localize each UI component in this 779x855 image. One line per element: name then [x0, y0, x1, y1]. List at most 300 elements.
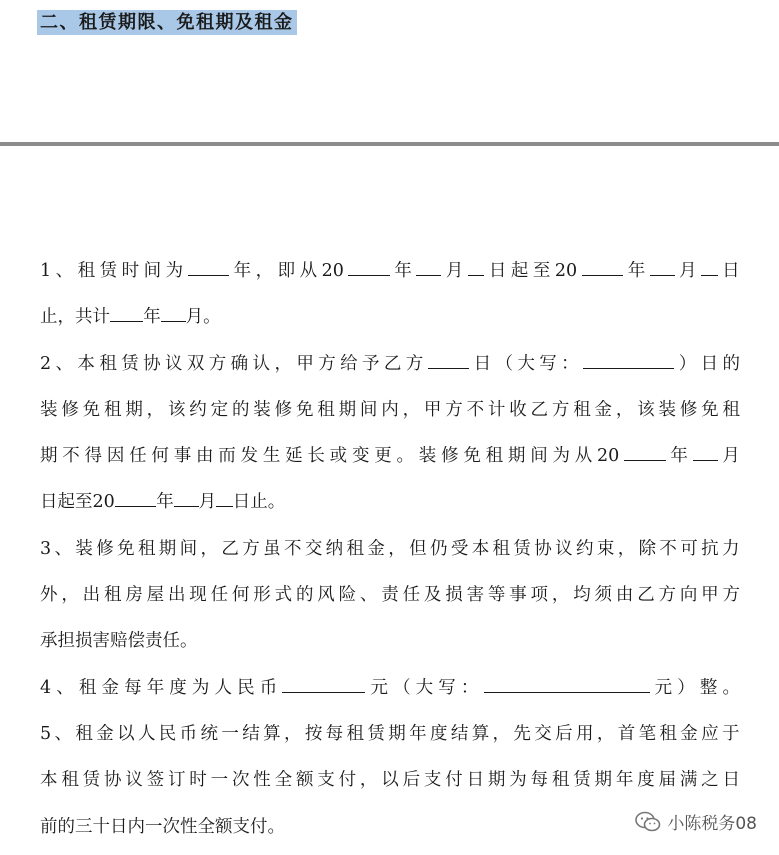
clause-text: 民: [158, 723, 177, 744]
clause-text: 日: [466, 770, 485, 791]
clause-text: 修: [441, 446, 459, 467]
clause-text: 免: [295, 399, 314, 420]
clause-text: 均: [573, 585, 591, 606]
clause-text: 赁: [99, 261, 118, 281]
clause-text: 须: [594, 585, 613, 606]
clause-text: 民: [237, 677, 255, 698]
clause-text: 不: [466, 399, 485, 420]
clause-text: 大: [415, 677, 434, 698]
clause-text: 方: [318, 353, 336, 374]
clause-text: ，: [255, 261, 274, 281]
clause-text: 为: [552, 446, 570, 467]
clause-text: 方: [551, 399, 570, 420]
clause-text: 房: [125, 585, 143, 606]
clause-text: 赁: [573, 770, 591, 791]
clause-text: 月: [679, 261, 697, 281]
clause-text: 受: [450, 538, 469, 559]
clause-text: ，: [551, 585, 570, 606]
clause-text: 认: [252, 353, 271, 374]
clause-text: 4: [40, 677, 52, 698]
fill-in-blank[interactable]: [583, 346, 674, 369]
clause-text: （: [495, 353, 513, 374]
clause-text: 任: [402, 585, 421, 606]
clause-text: 。: [722, 677, 740, 698]
fill-in-blank[interactable]: [701, 253, 718, 276]
clause-text: 本: [77, 353, 95, 374]
clause-text: 约: [189, 399, 207, 420]
clause-text: ，: [274, 353, 292, 374]
clause-text: 或: [329, 446, 348, 467]
clause-text: 责: [381, 585, 399, 606]
clause-text: 议: [125, 770, 143, 791]
clause-text: 承担损害赔偿责任。: [40, 631, 198, 652]
clause-text: 日: [700, 353, 719, 374]
clause-text: 金: [96, 723, 114, 744]
clause-text: 为: [509, 770, 527, 791]
clause-text: 期: [594, 770, 613, 791]
clause-text: 算: [471, 723, 490, 744]
clause-text: 期: [125, 399, 143, 420]
clause-line: [40, 577, 740, 623]
clause-text: 度: [429, 723, 448, 744]
clause-text: 协: [143, 353, 161, 374]
clause-text: 间: [143, 261, 162, 281]
fill-in-blank[interactable]: [468, 253, 485, 276]
fill-in-blank[interactable]: [624, 438, 666, 461]
page-divider: [0, 142, 779, 146]
fill-in-blank[interactable]: [484, 670, 650, 693]
clause-text: 因: [106, 446, 125, 467]
clause-text: 赁: [121, 353, 139, 374]
clause-text: 不: [659, 538, 677, 559]
clause-text: ，: [617, 538, 636, 559]
watermark-text: 小陈税务08: [667, 814, 757, 834]
clause-text: 租: [61, 770, 79, 791]
clause-text: 免: [463, 446, 481, 467]
fill-in-blank[interactable]: [188, 253, 230, 276]
clause-text: ，: [283, 723, 302, 744]
clause-text: 装: [40, 399, 58, 420]
fill-in-blank[interactable]: [416, 253, 441, 276]
clause-text: 修: [274, 399, 293, 420]
clause-text: 1: [40, 261, 52, 281]
clause-text: 何: [231, 585, 250, 606]
clause-text: 等: [487, 585, 506, 606]
clause-text: 期: [338, 399, 357, 420]
clause-text: 年: [409, 723, 427, 744]
clause-text: 纳: [325, 538, 344, 559]
clause-text: 性: [253, 770, 271, 791]
clause-text: 任: [210, 585, 229, 606]
clause-text: 束: [596, 538, 615, 559]
clause-text: 间: [179, 538, 198, 559]
clause-line: [40, 762, 740, 808]
clause-text: 用: [575, 723, 594, 744]
clause-text: 计: [487, 399, 506, 420]
clause-text: 、: [54, 723, 72, 744]
clause-text: 应: [701, 723, 719, 744]
clause-text: 、: [55, 261, 74, 281]
clause-text: 交: [304, 538, 323, 559]
clause-text: 日: [488, 261, 507, 281]
fill-in-blank[interactable]: [582, 253, 624, 276]
clause-text: ）: [677, 677, 695, 698]
clause-text: 免: [701, 399, 719, 420]
clause-text: 向: [679, 585, 698, 606]
clause-text: 免: [117, 538, 135, 559]
clause-text: 支: [317, 770, 335, 791]
clause-line: [40, 299, 740, 345]
clause-text: 大: [517, 353, 535, 374]
clause-text: 后: [402, 770, 421, 791]
clause-text: 方: [722, 585, 740, 606]
clause-text: 屋: [146, 585, 165, 606]
clause-text: 3: [40, 538, 52, 559]
fill-in-blank[interactable]: [650, 253, 675, 276]
clause-text: 年: [615, 770, 634, 791]
clause-text: 人: [214, 677, 233, 698]
clause-text: 期: [507, 446, 526, 467]
clause-text: 一: [221, 723, 239, 744]
clause-text: 乙: [530, 399, 549, 420]
clause-text: 间: [359, 399, 378, 420]
clause-text: 免: [82, 399, 101, 420]
clause-text: ：: [561, 353, 579, 374]
clause-text: 止，共计: [40, 307, 110, 328]
clause-text: 出: [82, 585, 101, 606]
clause-text: 事: [509, 585, 527, 606]
clause-text: 币: [179, 723, 198, 744]
clause-text: 。: [396, 446, 414, 467]
clause-text: 不: [283, 538, 302, 559]
clause-text: 式: [274, 585, 293, 606]
clause-text: 度: [637, 770, 655, 791]
clause-text: 期: [40, 446, 58, 467]
clause-text: 为: [165, 261, 184, 281]
clause-text: 出: [167, 585, 186, 606]
clause-text: 方: [208, 353, 227, 374]
clause-text: 一: [210, 770, 229, 791]
clause-text: 但: [409, 538, 427, 559]
clause-text: 20: [554, 261, 578, 281]
clause-text: 该: [637, 399, 655, 420]
clause-text: 虽: [263, 538, 281, 559]
clause-body: [40, 253, 740, 855]
fill-in-blank[interactable]: [348, 253, 390, 276]
fill-in-blank[interactable]: [161, 299, 186, 322]
clause-line: [40, 716, 740, 762]
clause-text: ，: [61, 585, 79, 606]
clause-text: 写: [438, 677, 456, 698]
clause-text: 算: [263, 723, 281, 744]
clause-text: 赁: [82, 770, 101, 791]
clause-text: 及: [423, 585, 442, 606]
clause-text: 年: [156, 492, 174, 513]
clause-text: ，: [200, 538, 219, 559]
clause-text: 金: [680, 723, 698, 744]
clause-text: 任: [129, 446, 147, 467]
clause-text: 赁: [513, 538, 531, 559]
clause-text: 装: [418, 446, 437, 467]
clause-text: 本: [471, 538, 490, 559]
clause-line: [40, 623, 740, 669]
clause-line: [40, 484, 740, 530]
clause-text: 租: [485, 446, 504, 467]
clause-text: 额: [295, 770, 314, 791]
clause-text: 损: [445, 585, 463, 606]
clause-text: 内: [381, 399, 399, 420]
clause-text: 期: [158, 538, 177, 559]
clause-text: 即: [277, 261, 296, 281]
clause-text: ，: [596, 723, 615, 744]
clause-text: 的: [295, 585, 314, 606]
clause-text: 由: [615, 585, 634, 606]
clause-text: 方: [242, 538, 260, 559]
fill-in-blank[interactable]: [282, 670, 365, 693]
clause-text: 月。: [185, 307, 221, 328]
clause-text: 协: [534, 538, 552, 559]
clause-text: 起: [510, 261, 529, 281]
clause-text: 长: [307, 446, 325, 467]
clause-text: 人: [137, 723, 156, 744]
clause-text: 定: [210, 399, 229, 420]
clause-text: 由: [195, 446, 214, 467]
clause-text: 给: [340, 353, 358, 374]
clause-text: 结: [242, 723, 260, 744]
clause-text: 装: [253, 399, 271, 420]
clause-text: ，: [359, 770, 378, 791]
clause-line: [40, 346, 740, 392]
clause-text: 年: [394, 261, 412, 281]
clause-text: 租: [659, 723, 677, 744]
clause-text: 时: [121, 261, 140, 281]
clause-text: 金: [594, 399, 613, 420]
clause-text: ：: [460, 677, 479, 698]
clause-text: 2: [40, 353, 52, 374]
clause-line: [40, 670, 740, 716]
clause-text: 交: [534, 723, 552, 744]
clause-text: 全: [274, 770, 293, 791]
clause-text: 支: [423, 770, 442, 791]
clause-text: 甲: [701, 585, 719, 606]
clause-text: 租: [137, 538, 156, 559]
clause-text: 乙: [637, 585, 655, 606]
clause-text: 事: [173, 446, 192, 467]
clause-text: 统: [200, 723, 219, 744]
clause-text: 订: [167, 770, 186, 791]
clause-text: 结: [450, 723, 469, 744]
clause-text: 租: [75, 723, 93, 744]
clause-text: 从: [574, 446, 593, 467]
clause-text: 外: [40, 585, 58, 606]
clause-text: 日: [473, 353, 492, 374]
clause-text: 金: [367, 538, 385, 559]
clause-text: 发: [240, 446, 259, 467]
clause-text: 20: [321, 261, 344, 281]
clause-text: 以: [381, 770, 399, 791]
clause-text: 月: [198, 492, 217, 513]
clause-text: 害: [466, 585, 485, 606]
clause-text: 租: [77, 261, 96, 281]
clause-text: 币: [259, 677, 278, 698]
clause-text: 后: [555, 723, 573, 744]
clause-text: 该: [167, 399, 186, 420]
clause-text: ，: [615, 399, 634, 420]
clause-text: 整: [699, 677, 718, 698]
clause-text: 月: [722, 446, 740, 467]
clause-text: 笔: [638, 723, 657, 744]
clause-text: 租: [103, 585, 122, 606]
clause-text: 前的三十日内一次性全额支付。: [40, 816, 285, 837]
clause-text: 日: [722, 770, 740, 791]
clause-text: 、: [55, 353, 74, 374]
clause-text: ，: [388, 538, 406, 559]
clause-text: ，: [402, 399, 421, 420]
clause-text: 约: [575, 538, 594, 559]
clause-text: 年: [233, 261, 252, 281]
clause-text: 首: [617, 723, 636, 744]
clause-text: 确: [230, 353, 249, 374]
clause-text: 从: [299, 261, 318, 281]
clause-text: 、: [56, 677, 74, 698]
clause-text: 付: [445, 770, 463, 791]
fill-in-blank[interactable]: [110, 299, 143, 322]
clause-text: 力: [722, 538, 740, 559]
clause-text: 年: [627, 261, 646, 281]
clause-text: 按: [304, 723, 323, 744]
clause-text: 风: [317, 585, 335, 606]
clause-text: 至: [532, 261, 551, 281]
clause-text: 乙: [383, 353, 402, 374]
clause-text: 更: [374, 446, 392, 467]
clause-text: 元: [370, 677, 388, 698]
clause-text: 日起至20: [40, 492, 115, 513]
clause-text: 日: [722, 261, 740, 281]
clause-text: 修: [96, 538, 114, 559]
fill-in-blank[interactable]: [216, 484, 233, 507]
clause-text: 而: [218, 446, 236, 467]
clause-text: 乙: [221, 538, 239, 559]
fill-in-blank[interactable]: [174, 484, 199, 507]
clause-text: ，: [492, 723, 511, 744]
clause-text: 满: [679, 770, 698, 791]
clause-text: 年: [670, 446, 688, 467]
clause-text: 险: [338, 585, 357, 606]
clause-text: 每: [530, 770, 549, 791]
clause-text: 抗: [701, 538, 719, 559]
clause-text: ，: [146, 399, 165, 420]
clause-text: 本: [40, 770, 58, 791]
clause-text: 届: [658, 770, 677, 791]
clause-text: 时: [189, 770, 207, 791]
clause-text: 生: [262, 446, 281, 467]
clause-text: 议: [164, 353, 183, 374]
clause-text: 装: [658, 399, 677, 420]
clause-text: 于: [722, 723, 740, 744]
clause-text: 不: [62, 446, 80, 467]
clause-text: 以: [117, 723, 135, 744]
clause-text: （: [393, 677, 411, 698]
fill-in-blank[interactable]: [115, 484, 157, 507]
clause-text: 租: [99, 353, 117, 374]
clause-text: 议: [555, 538, 573, 559]
clause-text: 现: [189, 585, 207, 606]
clause-text: 赁: [367, 723, 385, 744]
clause-text: 租: [346, 723, 365, 744]
clause-line: [40, 438, 740, 484]
clause-text: 租: [551, 770, 570, 791]
clause-text: 方: [658, 585, 677, 606]
clause-text: 度: [169, 677, 187, 698]
clause-text: 付: [338, 770, 357, 791]
clause-text: 装: [75, 538, 93, 559]
clause-text: 形: [253, 585, 271, 606]
clause-text: 双: [186, 353, 205, 374]
clause-text: 的: [722, 353, 740, 374]
clause-text: 租: [573, 399, 591, 420]
clause-text: 收: [509, 399, 527, 420]
clause-text: 年: [146, 677, 165, 698]
clause-text: 签: [146, 770, 165, 791]
clause-text: 方: [445, 399, 463, 420]
clause-text: 元: [654, 677, 673, 698]
clause-line: [40, 392, 740, 438]
clause-text: ）: [678, 353, 697, 374]
clause-text: 金: [101, 677, 119, 698]
clause-text: 变: [351, 446, 370, 467]
clause-text: 修: [679, 399, 698, 420]
clause-text: 5: [40, 723, 52, 744]
wechat-icon: [635, 811, 661, 833]
clause-text: 租: [78, 677, 97, 698]
clause-text: 、: [54, 538, 72, 559]
watermark: [635, 809, 757, 834]
clause-text: 每: [325, 723, 344, 744]
clause-text: 间: [530, 446, 548, 467]
clause-text: 租: [317, 399, 335, 420]
clause-text: 仍: [429, 538, 448, 559]
clause-text: 延: [285, 446, 303, 467]
clause-text: 年: [143, 307, 161, 328]
clause-text: 的: [231, 399, 250, 420]
clause-text: 每: [124, 677, 142, 698]
clause-text: 期: [487, 770, 506, 791]
clause-text: 、: [359, 585, 378, 606]
clause-text: 予: [362, 353, 380, 374]
clause-text: 得: [84, 446, 103, 467]
clause-text: 次: [231, 770, 250, 791]
clause-text: 何: [151, 446, 169, 467]
fill-in-blank[interactable]: [693, 438, 718, 461]
clause-text: 方: [405, 353, 424, 374]
clause-line: [40, 531, 740, 577]
clause-text: 甲: [296, 353, 314, 374]
clause-text: 为: [191, 677, 210, 698]
section-heading: 二、租赁期限、免租期及租金: [37, 10, 297, 35]
clause-text: 写: [539, 353, 557, 374]
clause-text: 除: [638, 538, 657, 559]
clause-text: 可: [680, 538, 698, 559]
clause-text: 协: [103, 770, 122, 791]
clause-text: 租: [103, 399, 122, 420]
clause-text: 租: [722, 399, 740, 420]
clause-text: 租: [492, 538, 511, 559]
clause-text: 先: [513, 723, 531, 744]
clause-text: 期: [388, 723, 406, 744]
fill-in-blank[interactable]: [428, 346, 470, 369]
clause-text: 修: [61, 399, 79, 420]
clause-text: 日止。: [232, 492, 286, 513]
